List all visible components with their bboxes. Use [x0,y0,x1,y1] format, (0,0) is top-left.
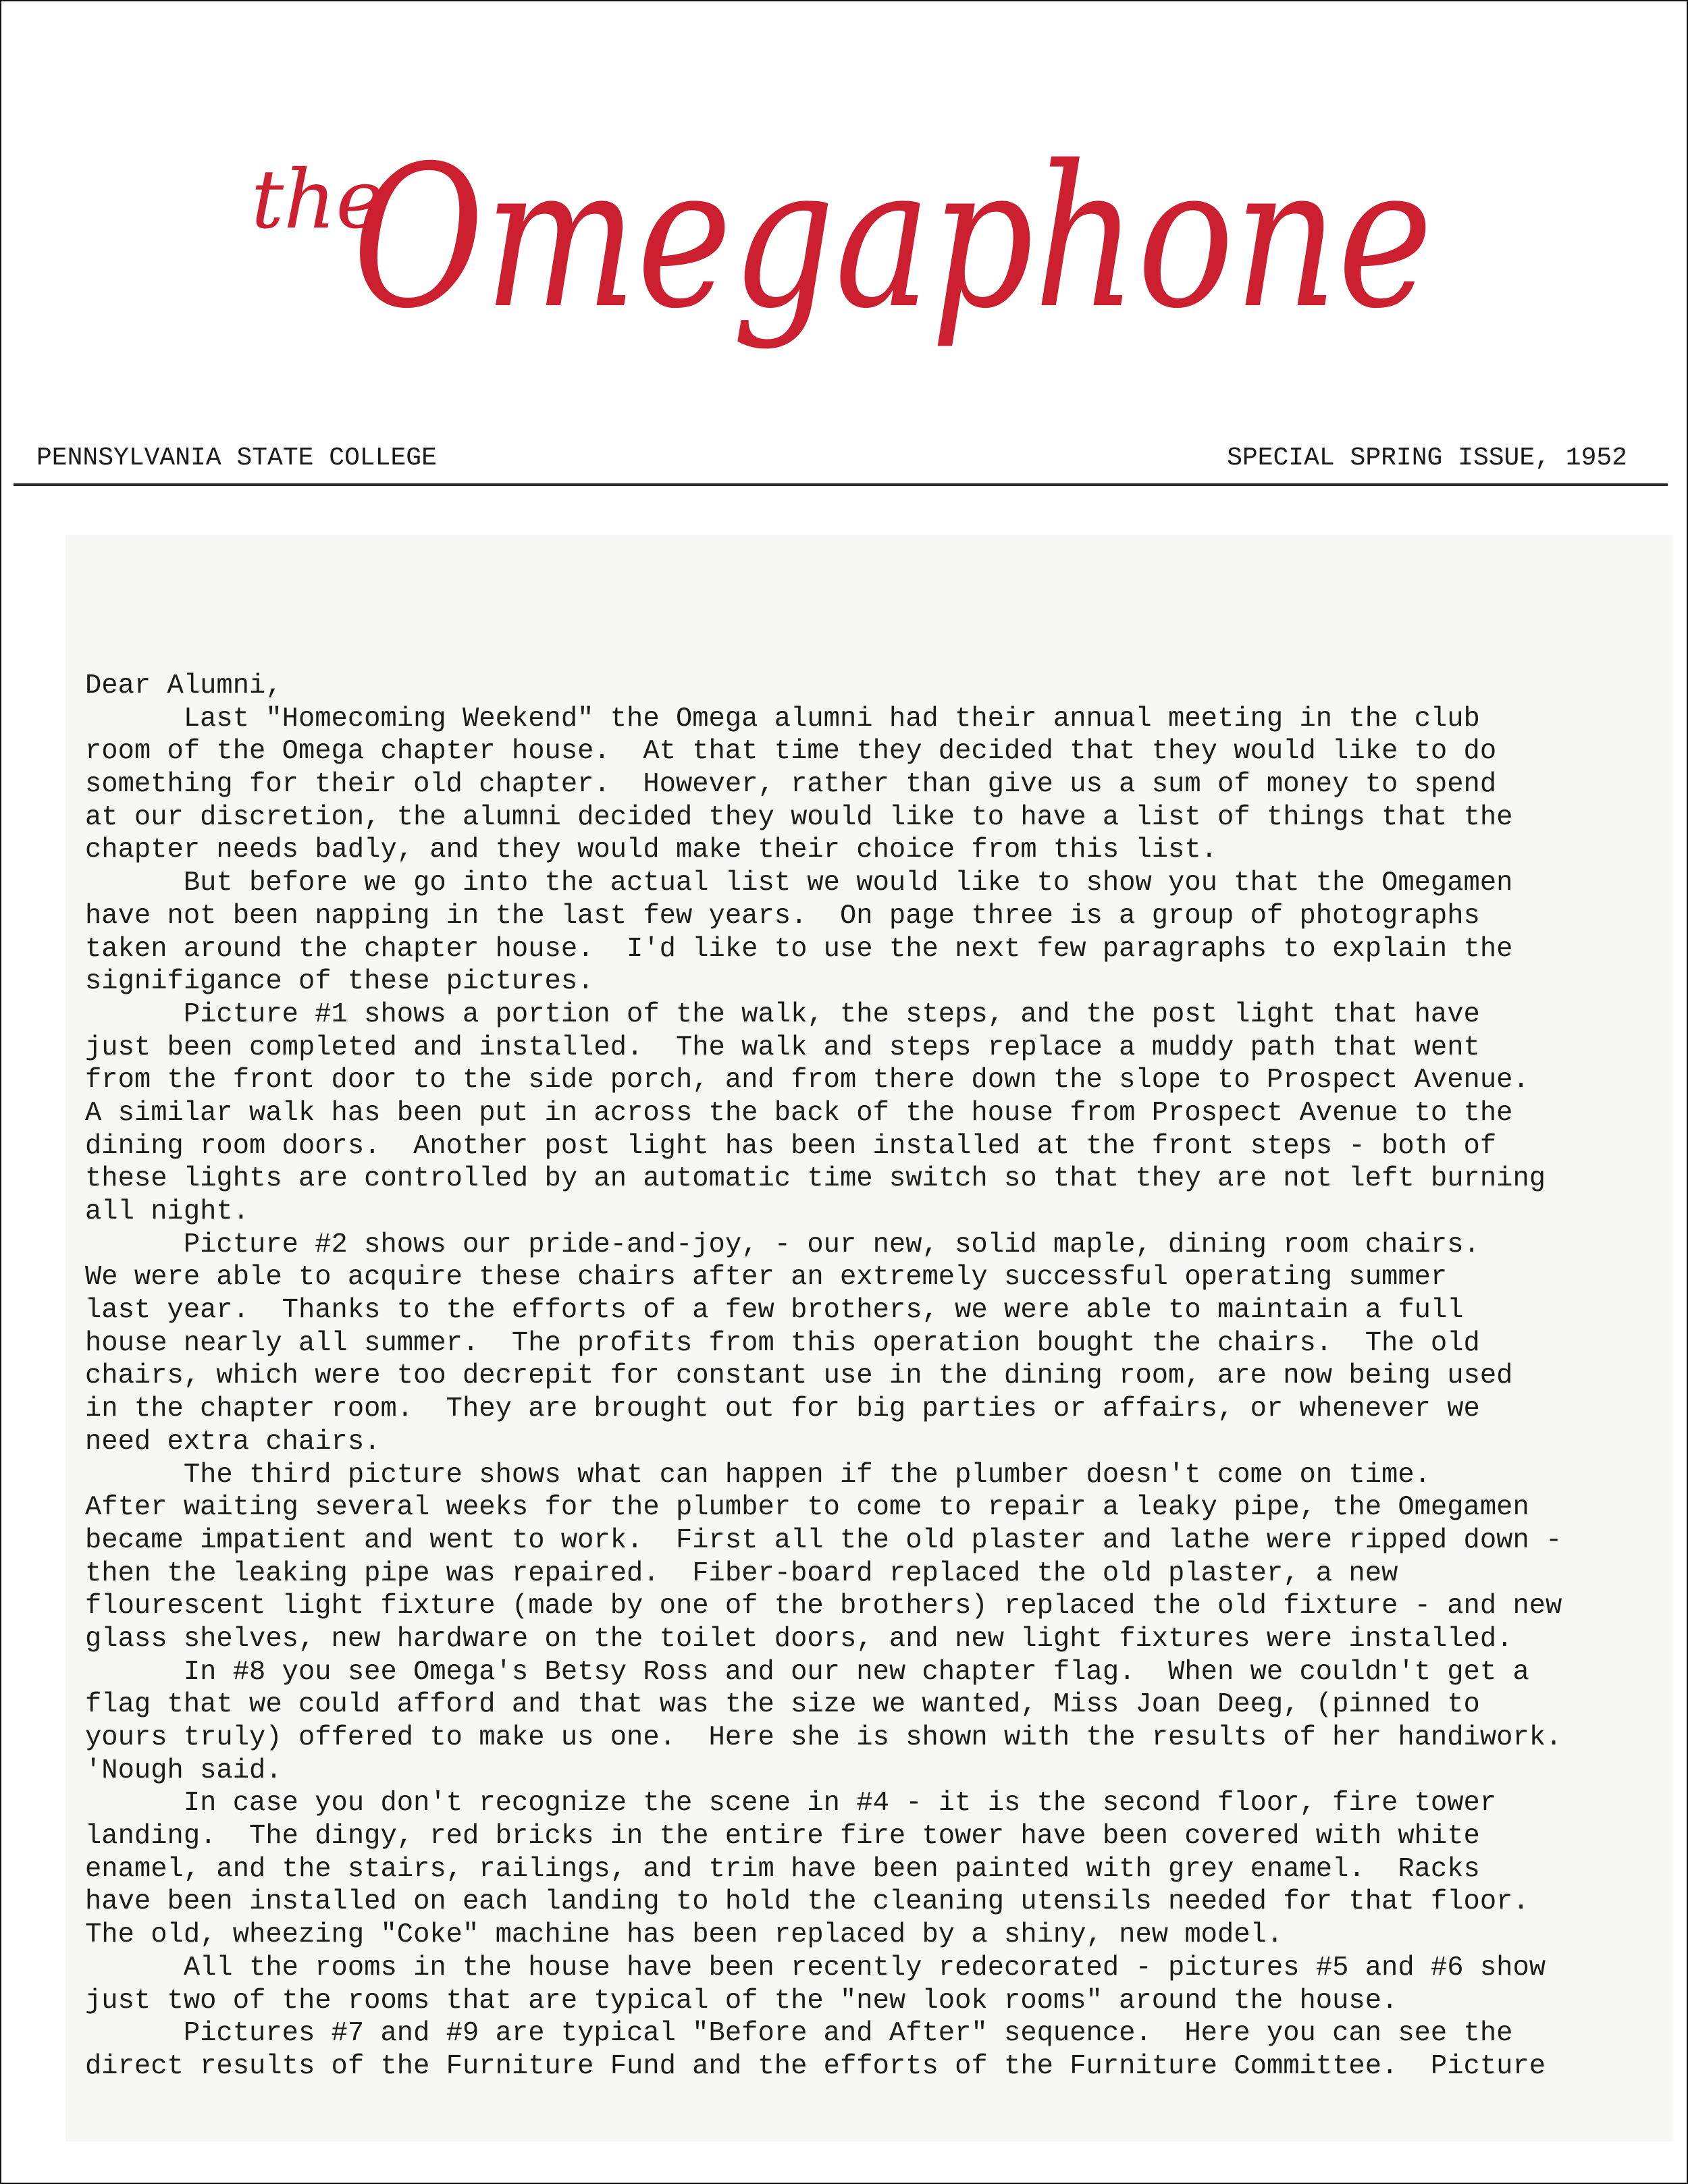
letter-line: then the leaking pipe was repaired. Fiber-board replaced the old plaster, a new [85,1557,1398,1589]
letter-line: Picture #2 shows our pride-and-joy, - our new, solid maple, dining room chairs. [85,1229,1480,1260]
college-name: PENNSYLVANIA STATE COLLEGE [36,444,437,473]
letter-line: yours truly) offered to make us one. Here she is shown with the results of her handiwork. [85,1722,1562,1753]
letter-line: need extra chairs. [85,1426,381,1458]
letter-line: signifigance of these pictures. [85,966,594,998]
letter-line: glass shelves, new hardware on the toilet doors, and new light fixtures were installed. [85,1623,1513,1655]
header-divider [14,483,1668,486]
letter-line: We were able to acquire these chairs after an extremely successful operating summer [85,1262,1448,1294]
letter-line: Picture #1 shows a portion of the walk, the steps, and the post light that have [85,998,1480,1030]
letter-line: these lights are controlled by an automatic time switch so that they are not left burning [85,1163,1546,1195]
letter-line: In case you don't recognize the scene in #4 - it is the second floor, fire tower [85,1788,1497,1819]
letter-line: became impatient and went to work. First all the old plaster and lathe were ripped down - [85,1524,1562,1556]
letter-line: flourescent light fixture (made by one of the brothers) replaced the old fixture - and new [85,1591,1562,1622]
letter-line: from the front door to the side porch, and from there down the slope to Prospect Avenue. [85,1065,1529,1096]
letter-line: last year. Thanks to the efforts of a few brothers, we were able to maintain a full [85,1295,1464,1327]
letter-line: 'Nough said. [85,1755,282,1786]
letter-line: The old, wheezing "Coke" machine has been replaced by a shiny, new model. [85,1919,1284,1951]
letter-line: direct results of the Furniture Fund and the efforts of the Furniture Committee. Picture [85,2050,1546,2082]
masthead-logo [244,103,1446,413]
letter-line: room of the Omega chapter house. At that time they decided that they would like to do [85,736,1497,768]
letter-line: all night. [85,1196,250,1227]
letter-line: But before we go into the actual list we would like to show you that the Omegamen [85,868,1513,899]
letter-line: enamel, and the stairs, railings, and trim have been painted with grey enamel. Racks [85,1853,1480,1885]
masthead-logo-art [244,103,1446,413]
letter-line: In #8 you see Omega's Betsy Ross and our new chapter flag. When we couldn't get a [85,1656,1529,1688]
letter-line: dining room doors. Another post light has been installed at the front steps - both of [85,1130,1497,1162]
letter-line: After waiting several weeks for the plumber to come to repair a leaky pipe, the Omegamen [85,1492,1529,1524]
issue-header [36,444,1627,476]
letter-line: Dear Alumni, [85,670,282,701]
letter-line: The third picture shows what can happen if the plumber doesn't come on time. [85,1459,1431,1491]
letter-line: chairs, which were too decrepit for constant use in the dining room, are now being used [85,1360,1513,1392]
letter-line: Last "Homecoming Weekend" the Omega alumni had their annual meeting in the club [85,703,1480,735]
letter-line: landing. The dingy, red bricks in the entire fire tower have been covered with white [85,1821,1480,1853]
letter-line: house nearly all summer. The profits from this operation bought the chairs. The old [85,1327,1480,1359]
issue-date: SPECIAL SPRING ISSUE, 1952 [1227,444,1627,473]
letter-body [85,670,1665,2083]
masthead-title: Omegaphone [352,124,1433,352]
letter-line: have not been napping in the last few years. On page three is a group of photographs [85,900,1480,932]
letter-line: in the chapter room. They are brought out for big parties or affairs, or whenever we [85,1393,1480,1425]
letter-line: just been completed and installed. The walk and steps replace a muddy path that went [85,1032,1480,1063]
letter-line: A similar walk has been put in across the back of the house from Prospect Avenue to the [85,1097,1513,1129]
letter-line: have been installed on each landing to hold the cleaning utensils needed for that floor. [85,1886,1529,1918]
letter-line: taken around the chapter house. I'd like to use the next few paragraphs to explain the [85,933,1513,965]
letter-line: chapter needs badly, and they would make their choice from this list. [85,834,1217,866]
letter-line: something for their old chapter. However, rather than give us a sum of money to spend [85,769,1497,801]
letter-line: Pictures #7 and #9 are typical "Before and After" sequence. Here you can see the [85,2018,1513,2050]
letter-line: just two of the rooms that are typical of the "new look rooms" around the house. [85,1985,1398,2017]
masthead-prefix: the [251,153,384,247]
letter-line: flag that we could afford and that was the size we wanted, Miss Joan Deeg, (pinned to [85,1689,1480,1721]
letter-line: All the rooms in the house have been recently redecorated - pictures #5 and #6 show [85,1952,1546,1983]
letter-line: at our discretion, the alumni decided they would like to have a list of things that the [85,801,1513,833]
